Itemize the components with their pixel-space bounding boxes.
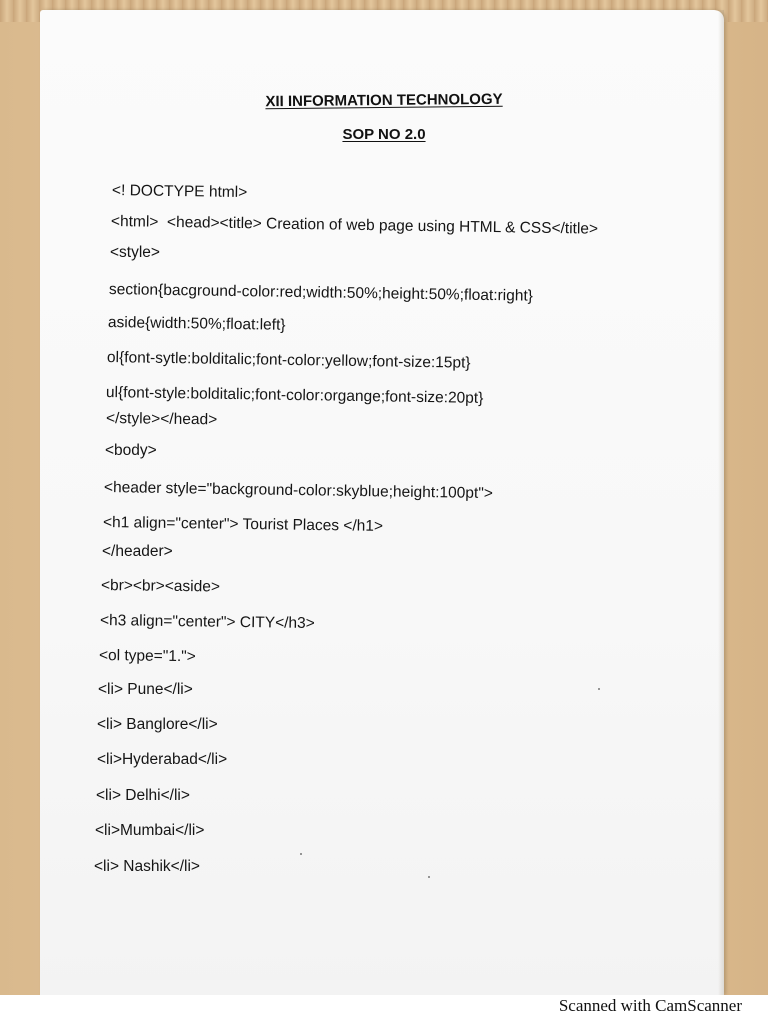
code-line: <ol type="1."> xyxy=(98,647,196,666)
paper-speck xyxy=(598,688,600,690)
code-line: <h1 align="center"> Tourist Places </h1> xyxy=(102,514,384,535)
code-line: ol{font-sytle:bolditalic;font-color:yellow;font-size:15pt} xyxy=(106,349,471,372)
code-line: <style> xyxy=(110,244,160,261)
code-line: ul{font-style:bolditalic;font-color:organge;font-size:20pt} xyxy=(105,384,484,407)
code-line: <li>Hyderabad</li> xyxy=(97,751,228,768)
code-line: <li>Mumbai</li> xyxy=(95,822,205,839)
code-line: <h3 align="center"> CITY</h3> xyxy=(99,612,315,632)
code-line: <br><br><aside> xyxy=(100,577,221,596)
code-line: <li> Pune</li> xyxy=(98,681,193,698)
code-line: aside{width:50%;float:left} xyxy=(107,314,286,334)
code-line: </style></head> xyxy=(105,410,218,429)
code-line: <li> Delhi</li> xyxy=(96,787,190,804)
paper-speck xyxy=(428,876,430,878)
code-line: </header> xyxy=(102,543,173,560)
code-line: <body> xyxy=(105,442,157,459)
code-line: section{bacground-color:red;width:50%;height:50%;float:right} xyxy=(108,281,534,305)
code-line: <html> <head><title> Creation of web page using HTML & CSS</title> xyxy=(110,213,599,238)
code-line: <li> Nashik</li> xyxy=(94,858,200,875)
code-line: <! DOCTYPE html> xyxy=(111,182,248,202)
camscanner-watermark: Scanned with CamScanner xyxy=(558,996,742,1015)
document-subtitle: SOP NO 2.0 xyxy=(342,126,426,143)
code-line: <li> Banglore</li> xyxy=(97,716,218,733)
paper-sheet xyxy=(40,10,724,995)
document-title: XII INFORMATION TECHNOLOGY xyxy=(265,90,503,111)
code-line: <header style="background-color:skyblue;height:100pt"> xyxy=(103,479,493,503)
paper-speck xyxy=(300,853,302,855)
